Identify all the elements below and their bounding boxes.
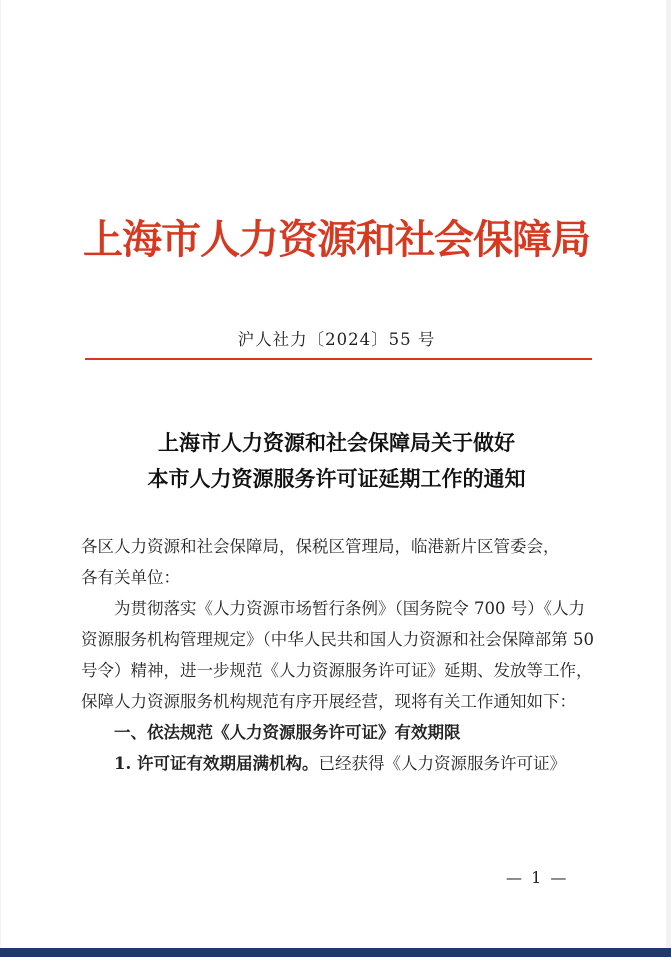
notice-title <box>1 425 671 497</box>
notice-title-line-2: 本市人力资源服务许可证延期工作的通知 <box>147 466 526 491</box>
document-body <box>81 531 595 779</box>
item-1-paragraph <box>81 748 595 779</box>
addressee-line-1: 各区人力资源和社会保障局，保税区管理局，临港新片区管委会， <box>81 537 560 556</box>
document-page <box>1 0 666 948</box>
item-1-text: 已经获得《人力资源服务许可证》 <box>318 754 566 773</box>
intro-paragraph: 为贯彻落实《人力资源市场暂行条例》（国务院令 700 号）《人力资源服务机构管理规定》（中华人民共和国人力资源和社会保障部第 50 号令）精神，进一步规范《人力资源服务许可证》延期、发放等工作，保障人力资源服务机构规范有序开展经营，现将有关工作通知如下： <box>81 599 594 711</box>
masthead-title: 上海市人力资源和社会保障局 <box>83 216 590 263</box>
document-number: 沪人社力〔2024〕55 号 <box>237 330 436 349</box>
item-1-label: 1. 许可证有效期届满机构。 <box>114 754 319 773</box>
red-divider-line <box>85 358 592 360</box>
notice-title-line-1: 上海市人力资源和社会保障局关于做好 <box>158 430 515 455</box>
scan-edge-bar <box>0 948 671 957</box>
page-number: — 1 — <box>506 868 569 887</box>
section-1-heading: 一、依法规范《人力资源服务许可证》有效期限 <box>114 723 461 742</box>
addressee-line-2: 各有关单位： <box>81 568 180 587</box>
